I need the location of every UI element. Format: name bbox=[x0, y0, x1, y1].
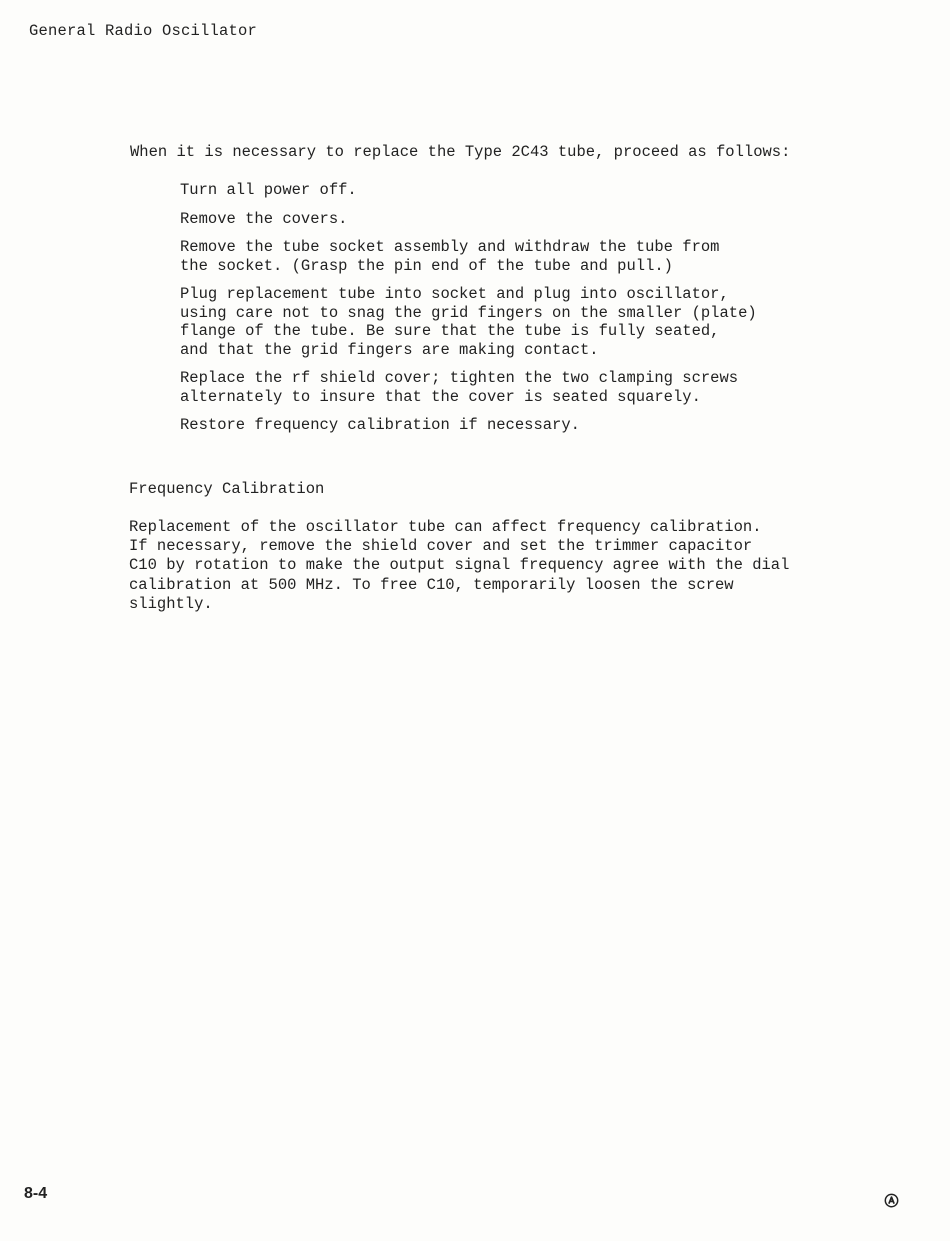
procedure-intro: When it is necessary to replace the Type 2C43 tube, proceed as follows: bbox=[130, 143, 791, 161]
step-remove-covers: Remove the covers. bbox=[180, 209, 348, 228]
running-title: General Radio Oscillator bbox=[29, 22, 258, 40]
step-remove-socket: Remove the tube socket assembly and withdraw the tube from the socket. (Grasp the pin end of the tube and pull.) bbox=[180, 238, 720, 275]
step-replace-shield: Replace the rf shield cover; tighten the two clamping screws alternately to insure that the cover is seated squarely. bbox=[180, 369, 739, 406]
section-heading-frequency-calibration: Frequency Calibration bbox=[129, 480, 325, 498]
step-restore-calibration: Restore frequency calibration if necessary. bbox=[180, 416, 580, 434]
registered-logo-icon bbox=[884, 1193, 899, 1208]
step-power-off: Turn all power off. bbox=[180, 181, 357, 199]
procedure-steps bbox=[180, 181, 820, 445]
page-number: 8-4 bbox=[24, 1185, 48, 1202]
frequency-calibration-paragraph: Replacement of the oscillator tube can affect frequency calibration. If necessary, remove the shield cover and set the trimmer capacitor C10 by rotation to make the output signal frequency agree with the dial calibration at 500 MHz. To free C10, temporarily loosen the screw slightly. bbox=[129, 518, 790, 613]
step-plug-replacement: Plug replacement tube into socket and plug into oscillator, using care not to snag the grid fingers on the smaller (plate) flange of the tube. Be sure that the tube is fully seated, and that the grid fingers are making contact. bbox=[180, 285, 757, 359]
